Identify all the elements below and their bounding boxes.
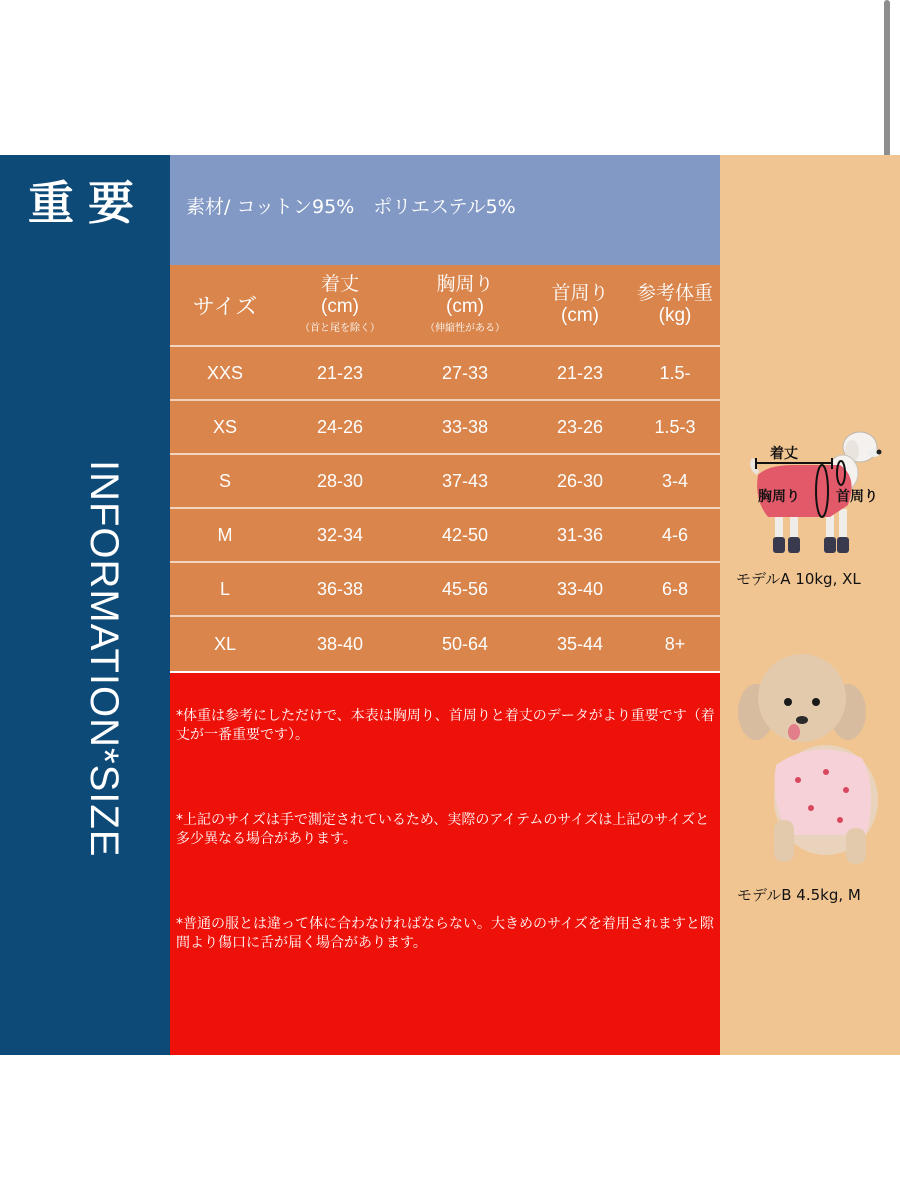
model-b-dog-image [736, 650, 886, 875]
header-neck: 首周り (cm) [551, 283, 609, 326]
table-cell: 3-4 [661, 470, 688, 491]
table-cell: 4-6 [661, 524, 688, 545]
table-cell: 36-38 [316, 578, 364, 599]
table-cell: S [218, 470, 231, 491]
table-cell: 50-64 [441, 633, 489, 654]
material-bar [170, 155, 720, 265]
header-length: 着丈 (cm) （首と尾を除く） [300, 274, 380, 334]
table-cell: 33-38 [441, 416, 489, 437]
table-cell: 35-44 [556, 633, 604, 654]
table-cell: 33-40 [556, 578, 604, 599]
table-row [170, 509, 720, 563]
table-cell: XXS [206, 362, 244, 383]
table-cell: 38-40 [316, 633, 364, 654]
table-cell: 23-26 [556, 416, 604, 437]
table-row [170, 455, 720, 509]
table-cell: 26-30 [556, 470, 604, 491]
table-cell: XS [212, 416, 237, 437]
model-a-caption: モデルA 10kg, XL [736, 570, 861, 588]
model-b-caption: モデルB 4.5kg, M [737, 886, 861, 904]
table-cell: 6-8 [661, 578, 688, 599]
vertical-title: INFORMATION*SIZE [82, 460, 126, 858]
table-row [170, 347, 720, 401]
table-cell: 1.5-3 [654, 416, 696, 437]
note-text: *体重は参考にしただけで、本表は胸周り、首周りと着丈のデータがより重要です（着丈が一番重要です）。 [176, 708, 715, 743]
table-cell: 32-34 [316, 524, 364, 545]
length-annotation: 着丈 [770, 446, 798, 462]
material-text: 素材/ コットン95% ポリエステル5% [186, 196, 516, 218]
table-cell: 42-50 [441, 524, 489, 545]
table-cell: M [217, 524, 233, 545]
header-weight: 参考体重 (kg) [636, 283, 713, 326]
table-row [170, 563, 720, 617]
table-cell: 27-33 [441, 362, 489, 383]
table-cell: 21-23 [316, 362, 364, 383]
header-size: サイズ [192, 293, 258, 319]
table-cell: 24-26 [316, 416, 364, 437]
table-row [170, 617, 720, 671]
table-cell: 37-43 [441, 470, 489, 491]
table-cell: 8+ [664, 633, 686, 654]
note-text: *普通の服とは違って体に合わなければならない。大きめのサイズを着用されますと隙間より傷口に舌が届く場合があります。 [176, 916, 714, 951]
table-cell: L [219, 578, 230, 599]
table-cell: 28-30 [316, 470, 364, 491]
size-table [170, 265, 720, 671]
table-cell: 31-36 [556, 524, 604, 545]
right-panel [720, 155, 900, 1055]
table-row [170, 401, 720, 455]
table-cell: 1.5- [659, 362, 691, 383]
table-cell: 21-23 [556, 362, 604, 383]
table-cell: XL [213, 633, 237, 654]
important-badge: 重要 [28, 176, 148, 230]
notes-panel [170, 673, 720, 1055]
header-chest: 胸周り (cm) （伸縮性がある） [425, 274, 505, 334]
table-cell: 45-56 [441, 578, 489, 599]
neck-annotation: 首周り [836, 489, 878, 505]
chest-annotation: 胸周り [758, 489, 800, 505]
table-header-row [170, 265, 720, 347]
note-text: *上記のサイズは手で測定されているため、実際のアイテムのサイズは上記のサイズと多少異なる場合があります。 [176, 812, 710, 847]
